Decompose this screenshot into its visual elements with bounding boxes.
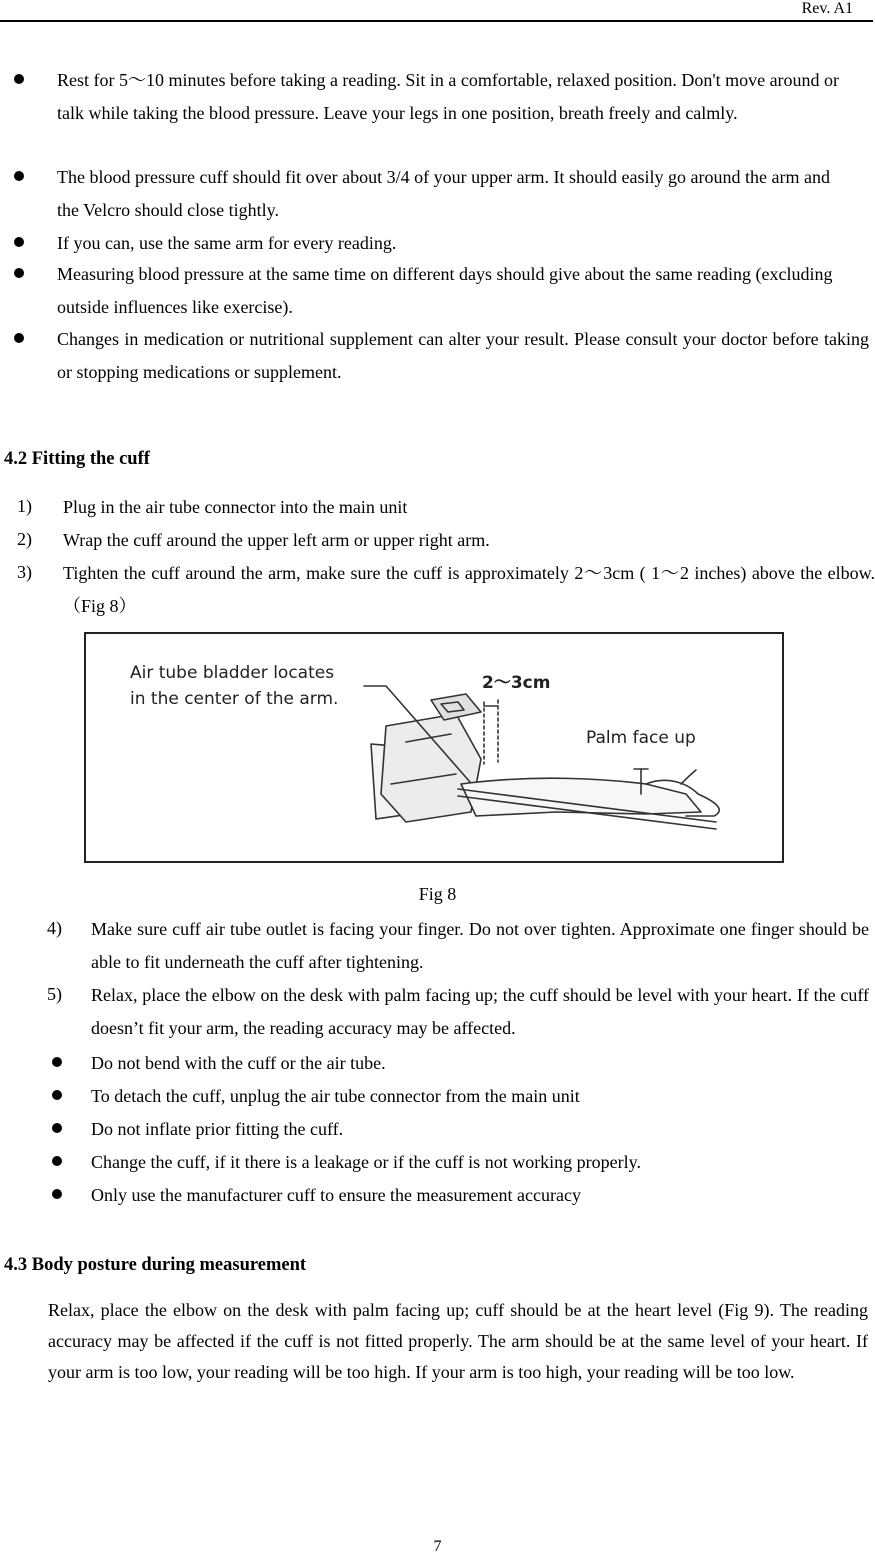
note-text: Only use the manufacturer cuff to ensure the measurement accuracy <box>91 1185 581 1205</box>
figure-cuff-fitting <box>84 632 784 863</box>
step-text: Wrap the cuff around the upper left arm or upper right arm. <box>63 530 490 550</box>
figure-label-distance: 2～3cm <box>482 673 551 693</box>
tip-text: Changes in medication or nutritional supplement can alter your result. Please consult your doctor before taking or stopping medications or supplement. <box>57 329 869 382</box>
step-number: 1) <box>17 496 32 516</box>
bullet-dot <box>14 74 24 84</box>
bullet-dot <box>14 237 24 247</box>
bullet-dot <box>52 1057 62 1067</box>
figure-label-palm: Palm face up <box>586 728 696 748</box>
figure-label-line: in the center of the arm. <box>130 689 339 709</box>
tip-text: If you can, use the same arm for every reading. <box>57 233 397 253</box>
figure-caption: Fig 8 <box>418 884 457 904</box>
figure-label-bladder <box>130 660 338 712</box>
bullet-dot <box>52 1090 62 1100</box>
step-text: Plug in the air tube connector into the main unit <box>63 497 408 517</box>
tip-text: Measuring blood pressure at the same time on different days should give about the same reading (excluding outside influences like exercise). <box>57 264 833 317</box>
bullet-dot <box>52 1189 62 1199</box>
revision-label: Rev. A1 <box>801 0 853 17</box>
tip-text: The blood pressure cuff should fit over about 3/4 of your upper arm. It should easily go around the arm and the Velcro should close tightly. <box>57 167 830 220</box>
step-text: Tighten the cuff around the arm, make sure the cuff is approximately 2～3cm ( 1～2 inches) above the elbow.（Fig 8） <box>63 563 875 616</box>
section-4-3-body: Relax, place the elbow on the desk with palm facing up; cuff should be at the heart level (Fig 9). The reading accuracy may be affected if the cuff is not fitted properly. The arm should be at the same level of your heart. If your arm is too low, your reading will be too high. If your arm is too high, your reading will be too low. <box>48 1300 868 1382</box>
bullet-dot <box>14 268 24 278</box>
step-text: Make sure cuff air tube outlet is facing your finger. Do not over tighten. Approximate one finger should be able to fit underneath the cuff after tightening. <box>91 919 869 972</box>
note-text: To detach the cuff, unplug the air tube connector from the main unit <box>91 1086 580 1106</box>
bullet-dot <box>52 1156 62 1166</box>
step-text: Relax, place the elbow on the desk with palm facing up; the cuff should be level with your heart. If the cuff doesn’t fit your arm, the reading accuracy may be affected. <box>91 985 869 1038</box>
tip-text: Rest for 5～10 minutes before taking a reading. Sit in a comfortable, relaxed position. Don't move around or talk while taking the blood pressure. Leave your legs in one position, breath freely and calmly. <box>57 70 840 123</box>
page-number: 7 <box>433 1538 442 1555</box>
section-heading-4-2: 4.2 Fitting the cuff <box>4 449 150 469</box>
step-number: 4) <box>47 918 62 938</box>
section-heading-4-3: 4.3 Body posture during measurement <box>4 1255 307 1275</box>
bullet-dot <box>14 171 24 181</box>
step-number: 2) <box>17 529 32 549</box>
bullet-dot <box>52 1123 62 1133</box>
header-rule <box>0 20 873 22</box>
step-number: 3) <box>17 562 32 582</box>
figure-label-line: Air tube bladder locates <box>130 663 335 683</box>
note-text: Change the cuff, if it there is a leakage or if the cuff is not working properly. <box>91 1152 641 1172</box>
bullet-dot <box>14 333 24 343</box>
note-text: Do not inflate prior fitting the cuff. <box>91 1119 344 1139</box>
step-number: 5) <box>47 984 62 1004</box>
note-text: Do not bend with the cuff or the air tube. <box>91 1053 386 1073</box>
